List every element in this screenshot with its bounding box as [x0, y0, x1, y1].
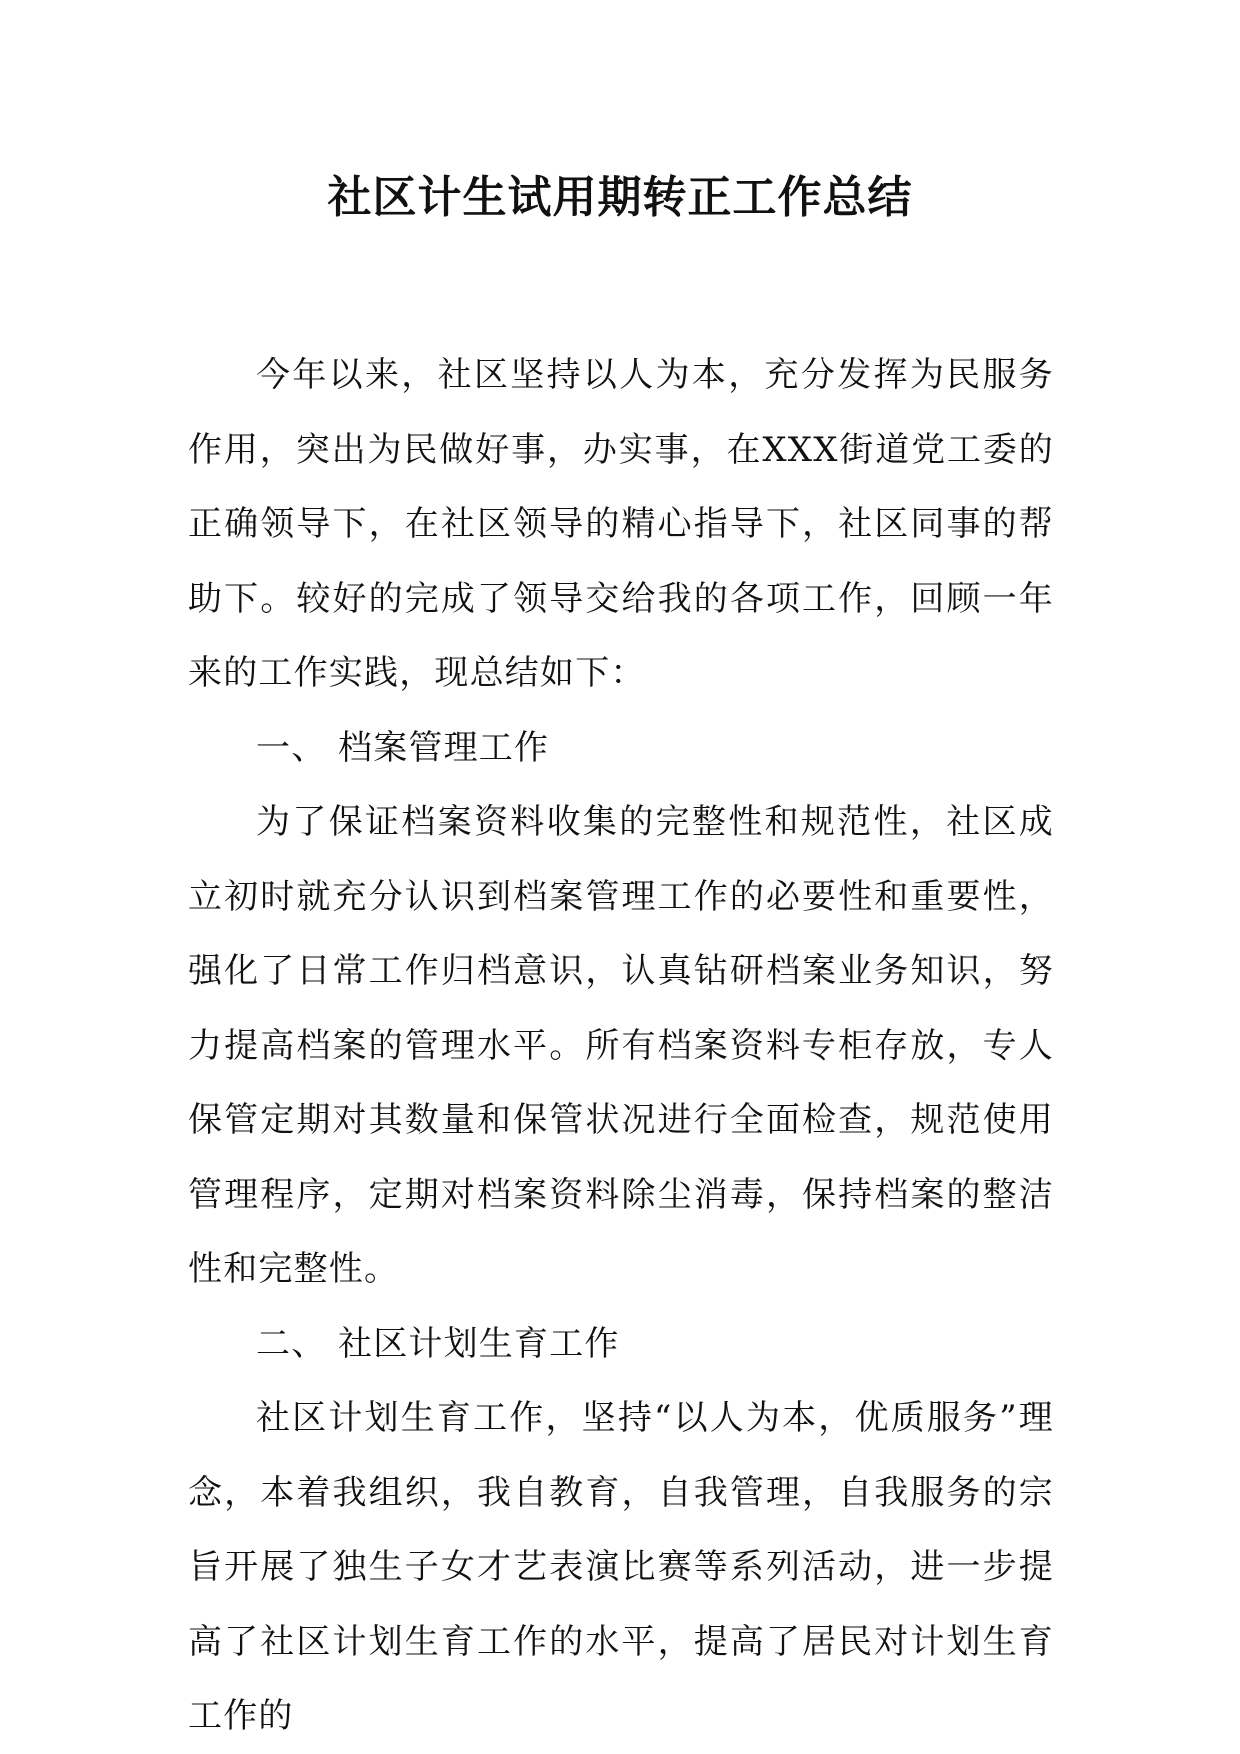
section-heading-2 [188, 1307, 1054, 1382]
section-paragraph-1: 为了保证档案资料收集的完整性和规范性，社区成立初时就充分认识到档案管理工作的必要性和重要性，强化了日常工作归档意识，认真钻研档案业务知识，努力提高档案的管理水平。所有档案资料专柜存放，专人保管定期对其数量和保管状况进行全面检查，规范使用管理程序，定期对档案资料除尘消毒，保持档案的整洁性和完整性。 [188, 802, 1054, 1289]
section-heading-1 [188, 711, 1054, 786]
intro-paragraph: 今年以来，社区坚持以人为本，充分发挥为民服务作用，突出为民做好事，办实事，在XXX街道党工委的正确领导下，在社区领导的精心指导下，社区同事的帮助下。较好的完成了领导交给我的各项工作，回顾一年来的工作实践，现总结如下： [188, 355, 1054, 693]
section-number-1: 一、 [256, 727, 327, 768]
section-number-2: 二、 [256, 1323, 327, 1364]
document-title: 社区计生试用期转正工作总结 [327, 172, 913, 223]
section-paragraph-2: 社区计划生育工作，坚持“以人为本，优质服务”理念，本着我组织，我自教育，自我管理，自我服务的宗旨开展了独生子女才艺表演比赛等系列活动，进一步提高了社区计划生育工作的水平，提高了居民对计划生育工作的 [188, 1398, 1054, 1736]
section-title-1: 档案管理工作 [338, 727, 550, 768]
section-title-2: 社区计划生育工作 [338, 1323, 620, 1364]
document-body [188, 338, 1054, 1754]
